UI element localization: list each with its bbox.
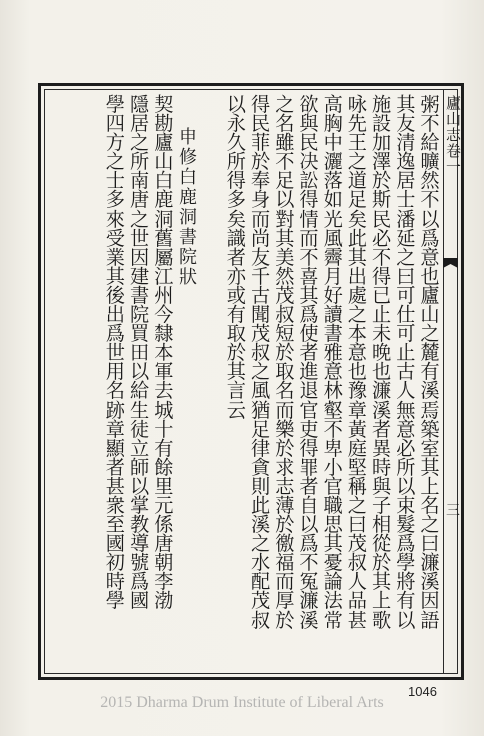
gutter-title bbox=[446, 95, 461, 175]
text-column: 欲 與 民 决 訟 得 情 而 不 喜 其 爲 使 者 進 退 官 吏 得 罪 者 自 以 爲 不 冤 濂 溪 bbox=[299, 93, 319, 632]
text-column: 得 民 菲 於 奉 身 而 尚 友 千 古 聞 茂 叔 之 風 猶 足 律 貪 則 此 溪 之 水 配 茂 叔 bbox=[251, 93, 271, 632]
center-gutter bbox=[443, 89, 462, 674]
text-column: 其 友 清 逸 居 士 潘 延 之 曰 可 仕 可 止 古 人 無 意 必 所 以 束 髮 爲 學 將 有 以 bbox=[396, 93, 416, 632]
page-number: 1046 bbox=[408, 684, 437, 699]
gutter-char: 廬 bbox=[446, 94, 462, 112]
gutter-char: 志 bbox=[446, 126, 462, 144]
text-column: 以 永 久 所 得 多 矣 識 者 亦 或 有 取 於 其 言 云 bbox=[226, 93, 246, 422]
text-column: 施 設 加 澤 於 斯 民 必 不 得 已 止 未 晚 也 濂 溪 者 異 時 與 子 相 從 於 其 上 歌 bbox=[372, 93, 392, 632]
section-heading: 申 修 白 鹿 洞 書 院 狀 bbox=[179, 127, 197, 288]
gutter-char: 山 bbox=[446, 110, 462, 128]
text-column: 高 胸 中 灑 落 如 光 風 霽 月 好 讀 書 雅 意 林 壑 不 卑 小 官 職 思 其 憂 論 法 常 bbox=[323, 93, 343, 632]
text-column: 學 四 方 之 士 多 來 受 業 其 後 出 爲 世 用 名 跡 章 顯 者 甚 衆 至 國 初 時 學 bbox=[105, 93, 125, 613]
text-column: 咏 先 王 之 道 足 矣 此 其 出 處 之 本 意 也 豫 章 黃 庭 堅 稱 之 曰 茂 叔 人 品 甚 bbox=[347, 93, 367, 632]
watermark: 2015 Dharma Drum Institute of Liberal Arts bbox=[100, 694, 384, 711]
gutter-char: 卷 bbox=[446, 142, 462, 160]
text-column: 契 勘 廬 山 白 鹿 洞 舊 屬 江 州 今 隸 本 軍 去 城 十 有 餘 里 元 係 唐 朝 李 渤 bbox=[154, 93, 174, 613]
gutter-leaf-number: 三 bbox=[446, 503, 460, 519]
gutter-char: 一 bbox=[446, 158, 462, 176]
text-column: 隱 居 之 所 南 唐 之 世 因 建 書 院 買 田 以 給 生 徒 立 師 以 掌 教 導 號 爲 國 bbox=[130, 93, 150, 613]
text-column: 粥 不 給 曠 然 不 以 爲 意 也 廬 山 之 麓 有 溪 焉 築 室 其 上 名 之 曰 濂 溪 因 語 bbox=[420, 93, 440, 632]
text-column: 之 名 雖 不 足 以 對 其 美 然 茂 叔 短 於 取 名 而 樂 於 求 志 薄 於 徼 福 而 厚 於 bbox=[275, 93, 295, 632]
